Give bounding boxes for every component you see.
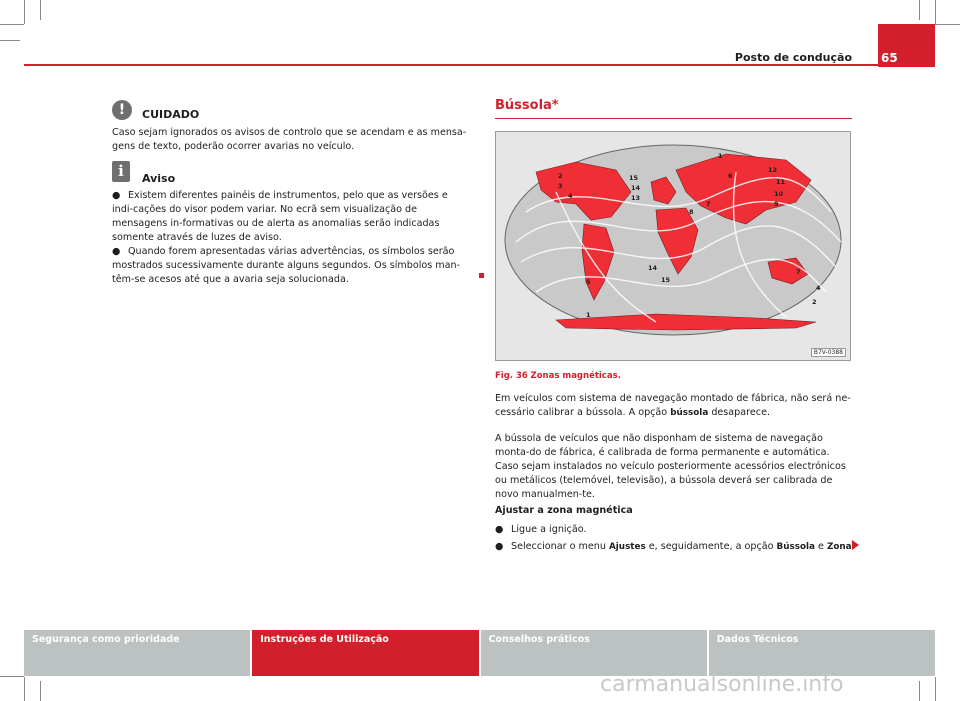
zone-label: 7: [796, 268, 801, 276]
zone-label: 5: [586, 278, 591, 286]
step-text: e: [814, 541, 827, 552]
world-map-illustration: [496, 132, 850, 360]
info-icon: i: [112, 161, 130, 182]
zone-label: 1: [718, 152, 723, 160]
zone-label: 6: [728, 172, 733, 180]
crop-mark: [24, 0, 25, 24]
magnetic-zones-map: [495, 131, 851, 361]
zone-label: 8: [689, 208, 694, 216]
crop-mark: [919, 0, 920, 20]
paragraph-text: desaparece.: [708, 407, 771, 418]
zone-label: 3: [558, 182, 563, 190]
tab-dados-tecnicos[interactable]: Dados Técnicos: [709, 630, 935, 676]
bullet-dot: ●: [112, 190, 121, 201]
page-header-title: Posto de condução: [734, 51, 852, 64]
step-text: e, seguidamente, a opção: [645, 541, 777, 552]
tab-conselhos[interactable]: Conselhos práticos: [481, 630, 709, 676]
zone-label: 15: [629, 174, 639, 182]
figure-code: B7V-0388: [811, 348, 846, 357]
zone-label: 13: [631, 194, 641, 202]
zone-label: 1: [586, 311, 591, 319]
bullet-dot: ●: [495, 541, 504, 552]
crop-mark: [24, 677, 25, 701]
crop-mark: [935, 0, 936, 24]
step-text: Seleccionar o menu: [511, 541, 609, 552]
crop-mark: [0, 40, 20, 41]
section-title: Bússola*: [495, 98, 559, 113]
continue-arrow-icon: [852, 540, 859, 550]
crop-mark: [40, 0, 41, 20]
paragraph-text: Em veículos com sistema de navegação montado de fábrica, não será ne-cessário calibrar a bússola. A opção: [495, 393, 851, 418]
zone-label: 7: [706, 200, 711, 208]
zone-label: 14: [631, 184, 641, 192]
tab-seguranca[interactable]: Segurança como prioridade: [24, 630, 252, 676]
option-name: Zona: [826, 542, 852, 552]
page-number: 65: [881, 51, 898, 65]
step-bullet: [495, 523, 855, 537]
caption-number: Fig. 36: [495, 371, 528, 381]
crop-mark: [40, 681, 41, 701]
crop-mark: [0, 676, 24, 677]
note-bullet-text: Existem diferentes painéis de instrumentos, pelo que as versões e indi-cações do visor podem variar. No ecrã sem visualização de mensagens in-formativas ou de alerta as anomalias serão indicadas somente através de luzes de aviso.: [112, 190, 448, 243]
caption-text: Zonas magnéticas.: [530, 371, 621, 381]
watermark: carmanualsonline.info: [600, 672, 844, 697]
option-name: bússola: [670, 408, 709, 418]
zone-label: 4: [816, 284, 821, 292]
note-bullet: [112, 189, 468, 245]
paragraph: A bússola de veículos que não disponham de sistema de navegação monta-do de fábrica, é calibrada de forma permanente e automática. Caso sejam instalados no veículo posteriormente acessórios electrónicos ou metálicos (telemóvel, televisão), a bússola deverá ser calibrada de novo manualmen-te.: [495, 433, 846, 500]
bullet-dot: ●: [495, 524, 504, 535]
crop-mark: [935, 24, 960, 25]
figure-caption: [495, 371, 621, 381]
zone-label: 12: [768, 166, 778, 174]
warning-text: Caso sejam ignorados os avisos de controlo que se acendam e as mensa-gens de texto, poderão ocorrer avarias no veículo.: [112, 127, 467, 152]
zone-label: 2: [812, 298, 817, 306]
crop-mark: [919, 681, 920, 701]
warning-icon: !: [112, 100, 132, 120]
step-text: Ligue a ignição.: [511, 524, 587, 535]
option-name: Bússola: [776, 542, 815, 552]
section-rule: [495, 118, 852, 119]
chapter-tabs: [24, 630, 935, 676]
header-rule: [24, 64, 880, 66]
zone-label: 15: [661, 276, 671, 284]
step-text: .: [851, 541, 855, 552]
subheading: Ajustar a zona magnética: [495, 505, 633, 516]
tab-instrucoes[interactable]: Instruções de Utilização: [252, 630, 480, 676]
note-title: Aviso: [142, 172, 176, 185]
zone-label: 10: [774, 190, 784, 198]
zone-label: 2: [558, 172, 563, 180]
paragraph: [495, 392, 855, 420]
crop-mark: [935, 677, 936, 701]
warning-title: CUIDADO: [142, 108, 200, 121]
step-bullet: [495, 540, 855, 554]
note-bullet-text: Quando forem apresentadas várias advertências, os símbolos serão mostrados sucessivamente durante alguns segundos. Os símbolos man-têm-se acesos até que a avaria seja solucionada.: [112, 246, 461, 285]
crop-mark: [0, 24, 24, 25]
menu-name: Ajustes: [608, 542, 646, 552]
zone-label: 4: [568, 192, 573, 200]
section-end-mark: [479, 273, 484, 278]
bullet-dot: ●: [112, 246, 121, 257]
zone-label: 14: [648, 264, 658, 272]
zone-label: 9: [774, 200, 779, 208]
note-bullet: [112, 245, 468, 287]
zone-label: 11: [776, 178, 786, 186]
